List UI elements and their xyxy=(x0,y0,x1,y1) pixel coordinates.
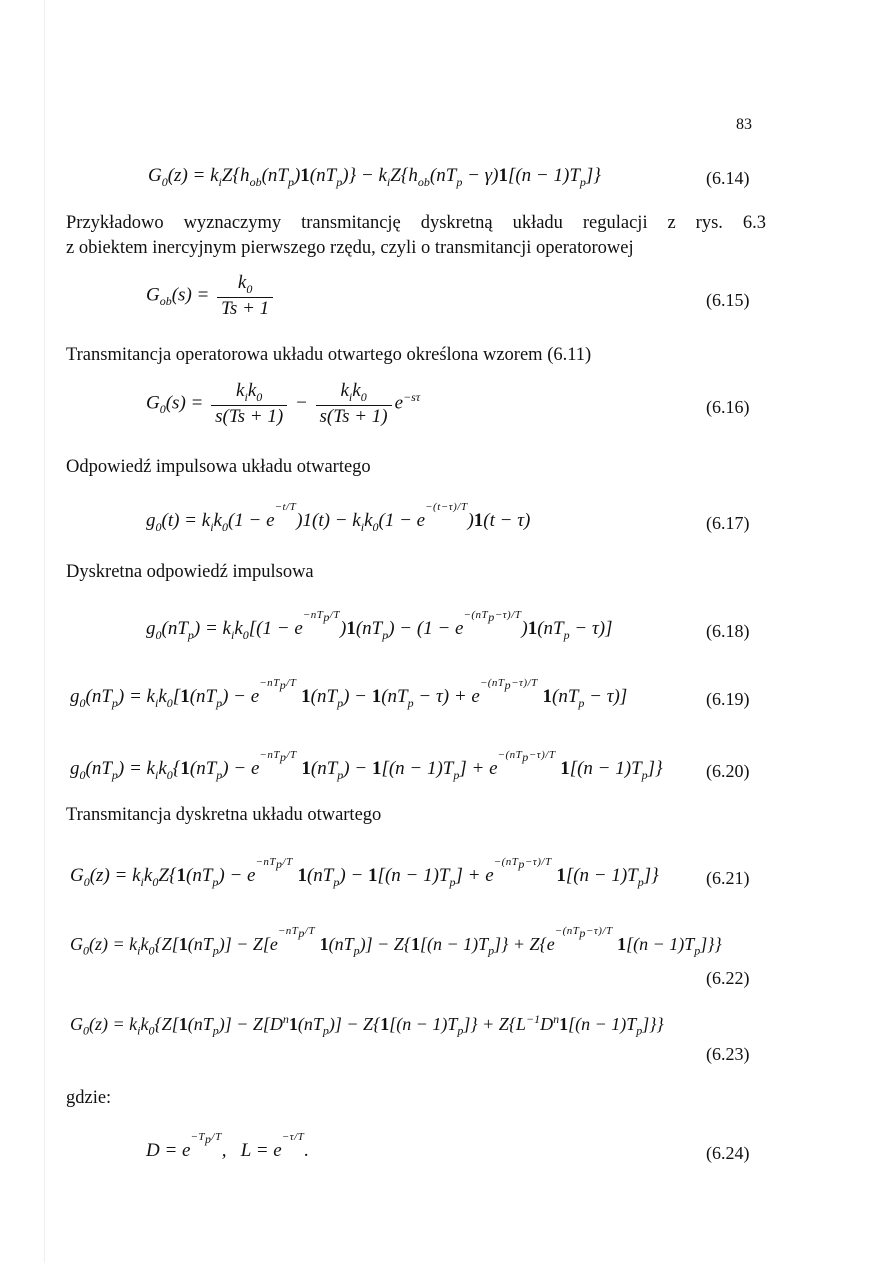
equation-6-14: $G_0(z) = k_iZ\{h_{ob}(nT_p)1(nT_p)\} - k_iZ\{h_{ob}(nT_p - \gamma)1[(n - 1)T_p]\}$ xyxy=(148,165,601,189)
equation-6-22: $G_0(z) = k_ik_0\{Z[1(nT_p)] - Z[e^{-nT_p/T}$ $1(nT_p)] - Z\{1[(n - 1)T_p]\} + Z\{e^{-(nT_p-\tau)/T}$ $1[(n - 1)T_p]$}} xyxy=(70,925,722,958)
equation-6-17: $g_0(t) = k_ik_0(1 - e^{-t/T})1(t) - k_ik_0(1 - e^{-(t-\tau)/T})1(t - \tau)$ xyxy=(146,501,531,534)
equation-6-20: $g_0(nT_p) = k_ik_0\{1(nT_p) - e^{-nT_p/T}$ $1(nT_p) - 1[(n - 1)T_p] + e^{-(nT_p-\tau)/T}$ $1[(n - 1)T_p]$} xyxy=(70,749,663,782)
equation-6-18: $g_0(nT_p) = k_ik_0[(1 - e^{-nT_p/T})1(nT_p) - (1 - e^{-(nT_p-\tau)/T})1(nT_p - \tau)]$ xyxy=(146,609,613,642)
paragraph-2: Transmitancja operatorowa układu otwartego określona wzorem (6.11) xyxy=(66,345,592,365)
paragraph-1-line-2: z obiektem inercyjnym pierwszego rzędu, czyli o transmitancji operatorowej xyxy=(66,238,634,258)
equation-number-6-20: (6.20) xyxy=(706,761,750,781)
equation-number-6-23: (6.23) xyxy=(706,1044,750,1064)
equation-6-21: $G_0(z) = k_ik_0Z\{1(nT_p) - e^{-nT_p/T}$ $1(nT_p) - 1[(n - 1)T_p] + e^{-(nT_p-\tau)/T}$ $1[(n - 1)T_p]$} xyxy=(70,856,659,889)
equation-6-16: $G_0(s)$ = $\frac{k_ik_0}{s(Ts + 1)}$ − $\frac{k_ik_0}{s(Ts + 1)}$ $e^{-s\tau}$ xyxy=(146,380,421,427)
equation-number-6-18: (6.18) xyxy=(706,621,750,641)
equation-number-6-14: (6.14) xyxy=(706,168,750,188)
equation-number-6-15: (6.15) xyxy=(706,290,750,310)
equation-6-24: $D = e^{-T_p/T}$, $L = e^{-\tau/T}$. xyxy=(146,1131,309,1161)
page-edge-shadow xyxy=(44,0,45,1263)
equation-6-15: $G_{ob}(s)$ = $\frac{k_0}{Ts + 1}$ xyxy=(146,272,276,320)
equation-6-23: $G_0(z) = k_ik_0\{Z[1(nT_p)] - Z[D^n1(nT_p)] - Z\{1[(n - 1)T_p]\} + Z\{L^{-1}D^n1[(n - 1)T_p]\}\}$ xyxy=(70,1012,664,1038)
page-number: 83 xyxy=(736,116,752,133)
equation-6-19: $g_0(nT_p) = k_ik_0[1(nT_p) - e^{-nT_p/T}$ $1(nT_p) - 1(nT_p - \tau) + e^{-(nT_p-\tau)/T}$ $1(nT_p - \tau)$] xyxy=(70,677,628,710)
paragraph-6: gdzie: xyxy=(66,1088,112,1108)
equation-number-6-19: (6.19) xyxy=(706,689,750,709)
equation-number-6-16: (6.16) xyxy=(706,397,750,417)
paragraph-5: Transmitancja dyskretna układu otwartego xyxy=(66,805,382,825)
equation-number-6-21: (6.21) xyxy=(706,868,750,888)
paragraph-3: Odpowiedź impulsowa układu otwartego xyxy=(66,457,371,477)
equation-number-6-22: (6.22) xyxy=(706,968,750,988)
paragraph-4: Dyskretna odpowiedź impulsowa xyxy=(66,562,314,582)
paragraph-1-line-1: Przykładowo wyznaczymy transmitancję dyskretną układu regulacji z rys. 6.3 xyxy=(66,213,766,233)
equation-number-6-17: (6.17) xyxy=(706,513,750,533)
equation-number-6-24: (6.24) xyxy=(706,1143,750,1163)
